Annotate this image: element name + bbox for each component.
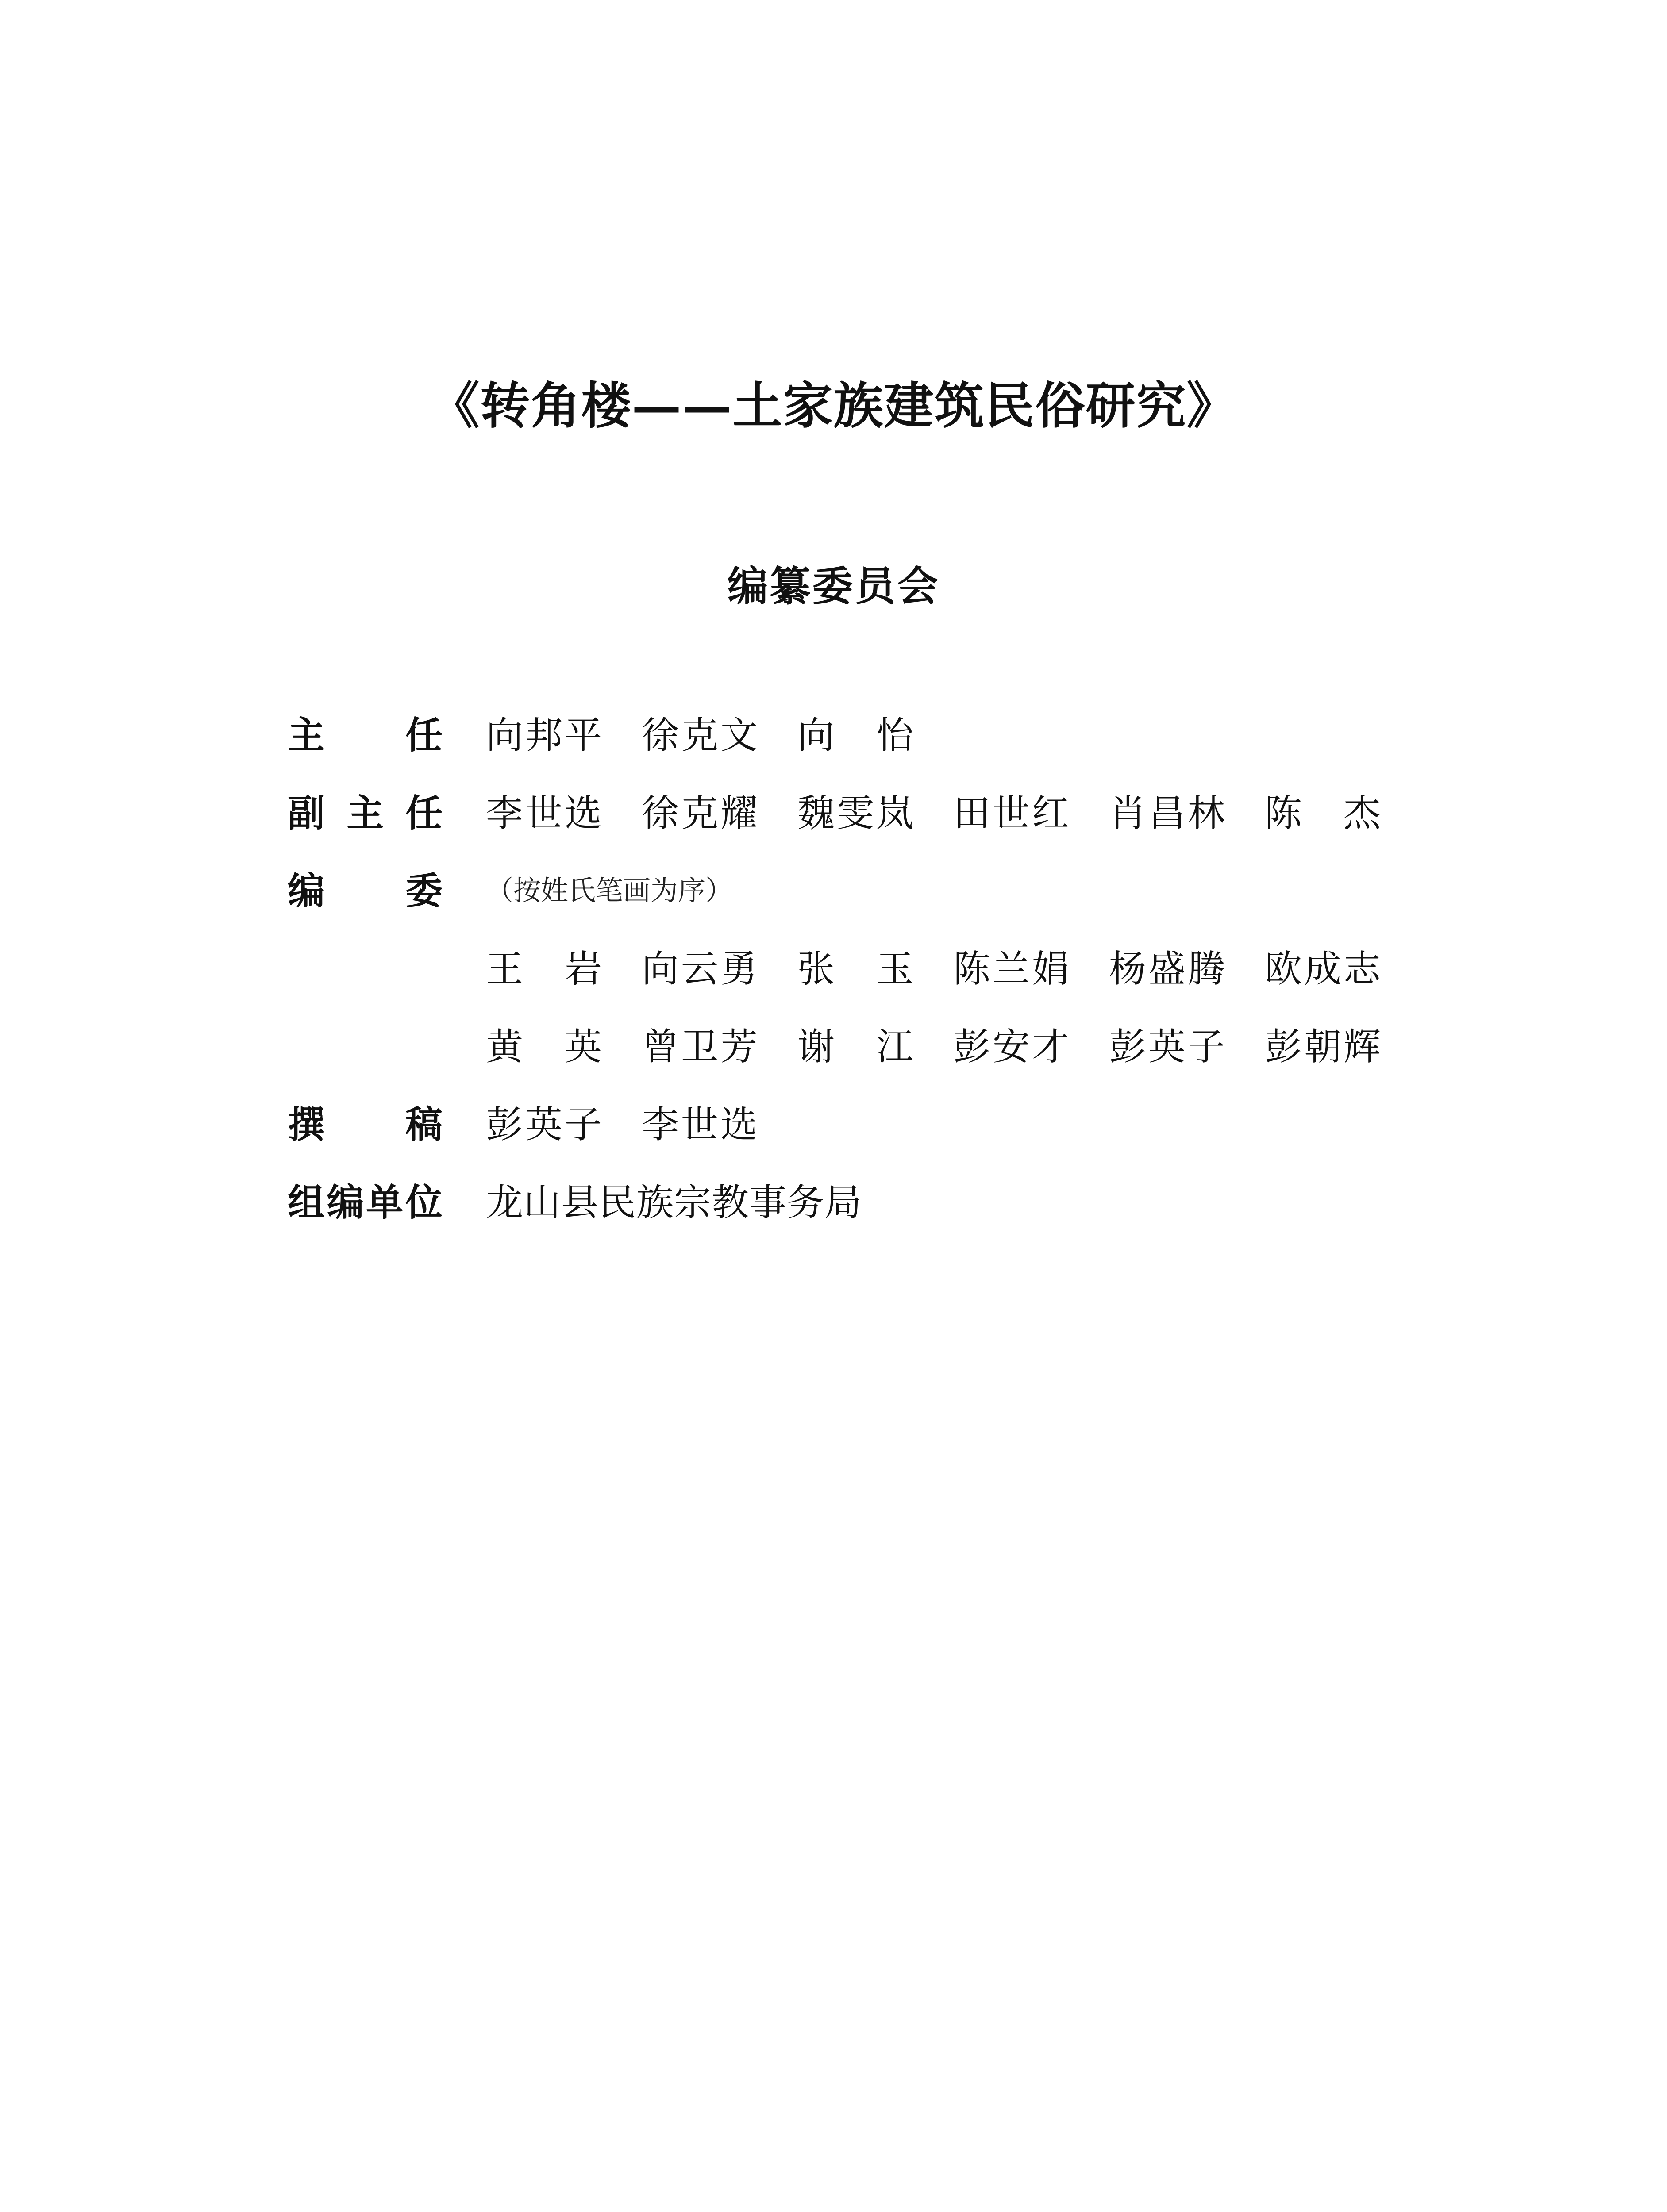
member-cell bbox=[1109, 939, 1265, 993]
name-char: 魏 bbox=[797, 791, 835, 835]
role-char: 任 bbox=[405, 713, 443, 757]
name-char: 彭 bbox=[953, 1025, 991, 1068]
name-char: 谢 bbox=[797, 1025, 835, 1068]
role-char: 主 bbox=[288, 713, 325, 757]
name-char: 王 bbox=[486, 947, 524, 991]
member-cell bbox=[797, 1017, 953, 1071]
member-names bbox=[486, 1093, 797, 1150]
member-name bbox=[1109, 1017, 1225, 1071]
name-char: 勇 bbox=[720, 947, 758, 991]
role-char: 稿 bbox=[405, 1102, 443, 1146]
name-char: 向 bbox=[797, 713, 835, 757]
role-char: 单 bbox=[366, 1180, 404, 1224]
name-char: 盛 bbox=[1148, 947, 1186, 991]
name-char: 杨 bbox=[1109, 947, 1147, 991]
name-char: 才 bbox=[1032, 1025, 1069, 1068]
name-char: 世 bbox=[992, 791, 1030, 835]
role-char: 主 bbox=[346, 791, 384, 835]
member-name bbox=[642, 783, 758, 837]
name-char: 岚 bbox=[876, 791, 913, 835]
member-name bbox=[797, 939, 913, 993]
name-char: 林 bbox=[1187, 791, 1225, 835]
role-char: 编 bbox=[288, 869, 325, 913]
name-char: 辉 bbox=[1343, 1025, 1381, 1068]
member-names bbox=[486, 859, 733, 917]
name-char: 邦 bbox=[525, 713, 562, 757]
member-cell bbox=[953, 783, 1109, 837]
role-char: 委 bbox=[405, 869, 443, 913]
name-char: 彭 bbox=[1109, 1025, 1147, 1068]
member-cell bbox=[486, 783, 642, 837]
member-name bbox=[953, 1017, 1069, 1071]
name-char: 怡 bbox=[876, 713, 913, 757]
role-char: 组 bbox=[288, 1180, 325, 1224]
role-label bbox=[288, 703, 443, 761]
committee-title: 编纂委员会 bbox=[727, 562, 940, 610]
name-char: 彭 bbox=[1265, 1025, 1302, 1068]
member-name bbox=[953, 939, 1069, 993]
role-label bbox=[288, 1171, 443, 1228]
name-char: 徐 bbox=[642, 713, 679, 757]
name-char: 兰 bbox=[992, 947, 1030, 991]
name-char: 选 bbox=[564, 791, 602, 835]
member-cell bbox=[797, 783, 953, 837]
member-cell bbox=[1265, 1017, 1421, 1071]
name-char: 昌 bbox=[1148, 791, 1186, 835]
committee-row bbox=[288, 1015, 1438, 1093]
member-cell bbox=[1265, 783, 1421, 837]
member-cell bbox=[642, 1095, 797, 1148]
name-char: 芳 bbox=[720, 1025, 758, 1068]
name-char: 李 bbox=[486, 791, 524, 835]
member-cell bbox=[642, 706, 797, 759]
name-char: 徐 bbox=[642, 791, 679, 835]
member-cell bbox=[642, 1017, 797, 1071]
name-char: 朝 bbox=[1304, 1025, 1341, 1068]
member-name bbox=[1109, 939, 1225, 993]
name-char: 世 bbox=[525, 791, 562, 835]
member-cell bbox=[642, 783, 797, 837]
member-cell bbox=[486, 706, 642, 759]
name-char: 世 bbox=[681, 1102, 718, 1146]
ordering-note: （按姓氏笔画为序） bbox=[486, 874, 733, 906]
member-name bbox=[486, 706, 602, 759]
role-char: 编 bbox=[327, 1180, 364, 1224]
name-char: 平 bbox=[564, 713, 602, 757]
name-char: 向 bbox=[642, 947, 679, 991]
member-name bbox=[642, 1017, 758, 1071]
committee-row bbox=[288, 937, 1438, 1015]
member-name bbox=[642, 706, 758, 759]
name-char: 李 bbox=[642, 1102, 679, 1146]
name-char: 彭 bbox=[486, 1102, 524, 1146]
name-char: 红 bbox=[1032, 791, 1069, 835]
name-char: 云 bbox=[681, 947, 718, 991]
member-name bbox=[486, 939, 602, 993]
role-label bbox=[288, 781, 443, 839]
name-char: 志 bbox=[1343, 947, 1381, 991]
name-char: 文 bbox=[720, 713, 758, 757]
name-char: 黄 bbox=[486, 1025, 524, 1068]
member-cell bbox=[797, 939, 953, 993]
role-label bbox=[288, 859, 443, 917]
member-cell bbox=[486, 939, 642, 993]
member-cell bbox=[642, 939, 797, 993]
member-name bbox=[486, 1017, 602, 1071]
role-char: 位 bbox=[405, 1180, 443, 1224]
name-char: 子 bbox=[564, 1102, 602, 1146]
name-char: 选 bbox=[720, 1102, 758, 1146]
role-char: 任 bbox=[405, 791, 443, 835]
committee-row bbox=[288, 781, 1438, 859]
member-cell bbox=[1265, 939, 1421, 993]
name-char: 陈 bbox=[953, 947, 991, 991]
member-names bbox=[486, 703, 953, 761]
name-char: 肖 bbox=[1109, 791, 1147, 835]
member-cell bbox=[953, 1017, 1109, 1071]
committee-row bbox=[288, 1093, 1438, 1171]
role-label bbox=[288, 1093, 443, 1150]
member-names bbox=[486, 1015, 1421, 1072]
name-char: 英 bbox=[525, 1102, 562, 1146]
name-char: 陈 bbox=[1265, 791, 1302, 835]
member-cell bbox=[1109, 1017, 1265, 1071]
name-char: 玉 bbox=[876, 947, 913, 991]
member-cell bbox=[797, 706, 953, 759]
name-char: 卫 bbox=[681, 1025, 718, 1068]
name-char: 安 bbox=[992, 1025, 1030, 1068]
name-char: 欧 bbox=[1265, 947, 1302, 991]
member-name bbox=[1109, 783, 1225, 837]
name-char: 克 bbox=[681, 791, 718, 835]
member-name bbox=[1265, 1017, 1381, 1071]
name-char: 张 bbox=[797, 947, 835, 991]
member-name bbox=[642, 1095, 758, 1148]
role-char: 撰 bbox=[288, 1102, 325, 1146]
member-name bbox=[486, 783, 602, 837]
name-char: 向 bbox=[486, 713, 524, 757]
member-names bbox=[486, 781, 1421, 839]
committee-row bbox=[288, 1171, 1438, 1248]
member-name bbox=[642, 939, 758, 993]
member-cell bbox=[1109, 783, 1265, 837]
member-name bbox=[797, 706, 913, 759]
book-title: 《转角楼——土家族建筑民俗研究》 bbox=[430, 377, 1237, 435]
member-name bbox=[1265, 783, 1381, 837]
name-char: 曾 bbox=[642, 1025, 679, 1068]
member-name bbox=[797, 1017, 913, 1071]
name-char: 克 bbox=[681, 713, 718, 757]
committee-row bbox=[288, 859, 1438, 937]
organization-name: 龙山县民族宗教事务局 bbox=[486, 1180, 862, 1224]
committee-roster bbox=[288, 703, 1438, 1248]
member-name bbox=[953, 783, 1069, 837]
name-char: 田 bbox=[953, 791, 991, 835]
name-char: 雯 bbox=[836, 791, 874, 835]
member-names bbox=[486, 1171, 862, 1228]
member-cell bbox=[486, 1017, 642, 1071]
name-char: 江 bbox=[876, 1025, 913, 1068]
member-name bbox=[486, 1095, 602, 1148]
committee-row bbox=[288, 703, 1438, 781]
name-char: 娟 bbox=[1032, 947, 1069, 991]
name-char: 杰 bbox=[1343, 791, 1381, 835]
name-char: 子 bbox=[1187, 1025, 1225, 1068]
member-cell bbox=[486, 1095, 642, 1148]
name-char: 英 bbox=[1148, 1025, 1186, 1068]
name-char: 英 bbox=[564, 1025, 602, 1068]
member-name bbox=[797, 783, 913, 837]
name-char: 耀 bbox=[720, 791, 758, 835]
member-names bbox=[486, 937, 1421, 995]
role-char: 副 bbox=[288, 791, 325, 835]
member-name bbox=[1265, 939, 1381, 993]
member-cell bbox=[953, 939, 1109, 993]
name-char: 成 bbox=[1304, 947, 1341, 991]
name-char: 岩 bbox=[564, 947, 602, 991]
name-char: 腾 bbox=[1187, 947, 1225, 991]
